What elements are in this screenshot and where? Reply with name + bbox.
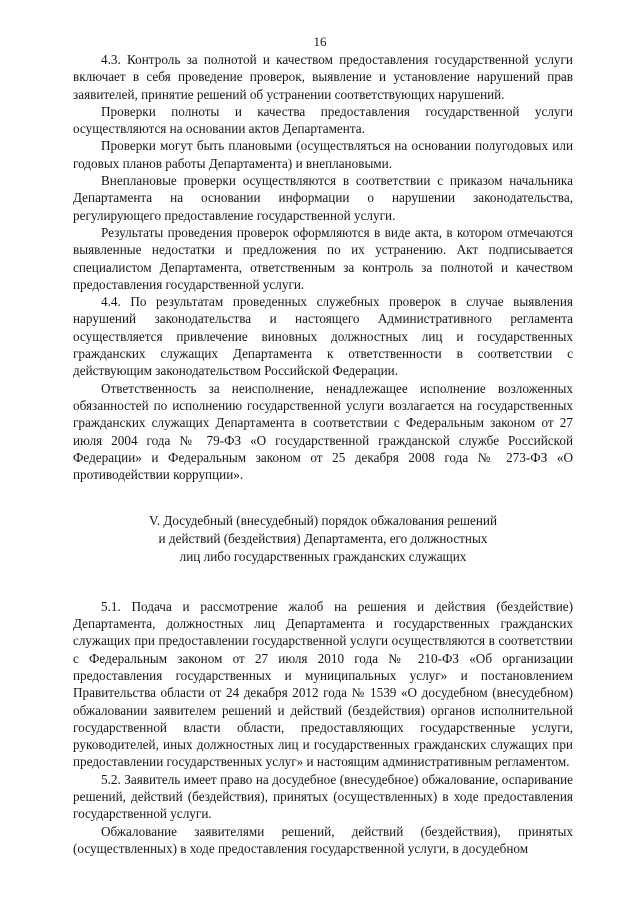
paragraph-4-3: 4.3. Контроль за полнотой и качеством предоставления государственной услуги включает в себя проведение проверок, выявление и установление нарушений прав заявителей, принятие решений об устранении соответствующих нарушений. <box>73 52 573 102</box>
section-5-heading <box>73 512 573 565</box>
paragraph-5-1: 5.1. Подача и рассмотрение жалоб на решения и действия (бездействие) Департамента, должностных лиц Департамента и государственных гражданских служащих при предоставлении государственной услуги осуществляются в соответствии с Федеральным законом от 27 июля 2010 года № 210-ФЗ «Об организации предоставления государственных и муниципальных услуг» и постановлением Правительства области от 24 декабря 2012 года № 1539 «О досудебном (внесудебном) обжаловании заявителем решений и действий (бездействия) органов исполнительной государственной власти области, предоставляющих государственные услуги, руководителей, иных должностных лиц и государственных гражданских служащих при предоставлении государственных услуг» и настоящим административным регламентом. <box>73 598 573 770</box>
page-number: 16 <box>313 34 327 49</box>
paragraph-inspection-basis: Проверки полноты и качества предоставления государственной услуги осуществляются на основании актов Департамента. <box>73 103 573 137</box>
paragraph-4-4: 4.4. По результатам проведенных служебных проверок в случае выявления нарушений законодательства и настоящего Административного регламента осуществляется привлечение виновных должностных лиц и государственных гражданских служащих Департамента к ответственности в соответствии с действующим законодательством Российской Федерации. <box>73 294 573 379</box>
paragraph-appeal: Обжалование заявителями решений, действий (бездействия), принятых (осуществленных) в ходе предоставления государственной услуги, в досудебном <box>73 823 573 856</box>
paragraph-inspection-results: Результаты проведения проверок оформляются в виде акта, в котором отмечаются выявленные недостатки и предложения по их устранению. Акт подписывается специалистом Департамента, ответственным за контроль за полнотой и качеством предоставления государственной услуги. <box>73 224 573 292</box>
section-5-heading-line: V. Досудебный (внесудебный) порядок обжалования решений <box>148 513 498 529</box>
section-5-heading-line: лиц либо государственных гражданских служащих <box>179 549 467 565</box>
paragraph-inspection-types: Проверки могут быть плановыми (осуществляться на основании полугодовых или годовых планов работы Департамента) и внеплановыми. <box>73 138 573 171</box>
section-5-heading-line: и действий (бездействия) Департамента, его должностных <box>158 531 488 547</box>
paragraph-unscheduled-inspections: Внеплановые проверки осуществляются в соответствии с приказом начальника Департамента на основании информации о нарушении законодательства, регулирующего предоставление государственной услуги. <box>73 173 573 223</box>
paragraph-responsibility: Ответственность за неисполнение, ненадлежащее исполнение возложенных обязанностей по исполнению государственной услуги возлагается на государственных гражданских служащих Департамента в соответствии с Федеральным законом от 27 июля 2004 года № 79-ФЗ «О государственной гражданской службе Российской Федерации» и Федеральным законом от 25 декабря 2008 года № 273-ФЗ «О противодействии коррупции». <box>73 380 573 483</box>
document-body <box>73 51 573 857</box>
paragraph-5-2: 5.2. Заявитель имеет право на досудебное (внесудебное) обжалование, оспаривание решений, действий (бездействия), принятых (осуществленных) в ходе предоставления государственной услуги. <box>73 771 573 822</box>
